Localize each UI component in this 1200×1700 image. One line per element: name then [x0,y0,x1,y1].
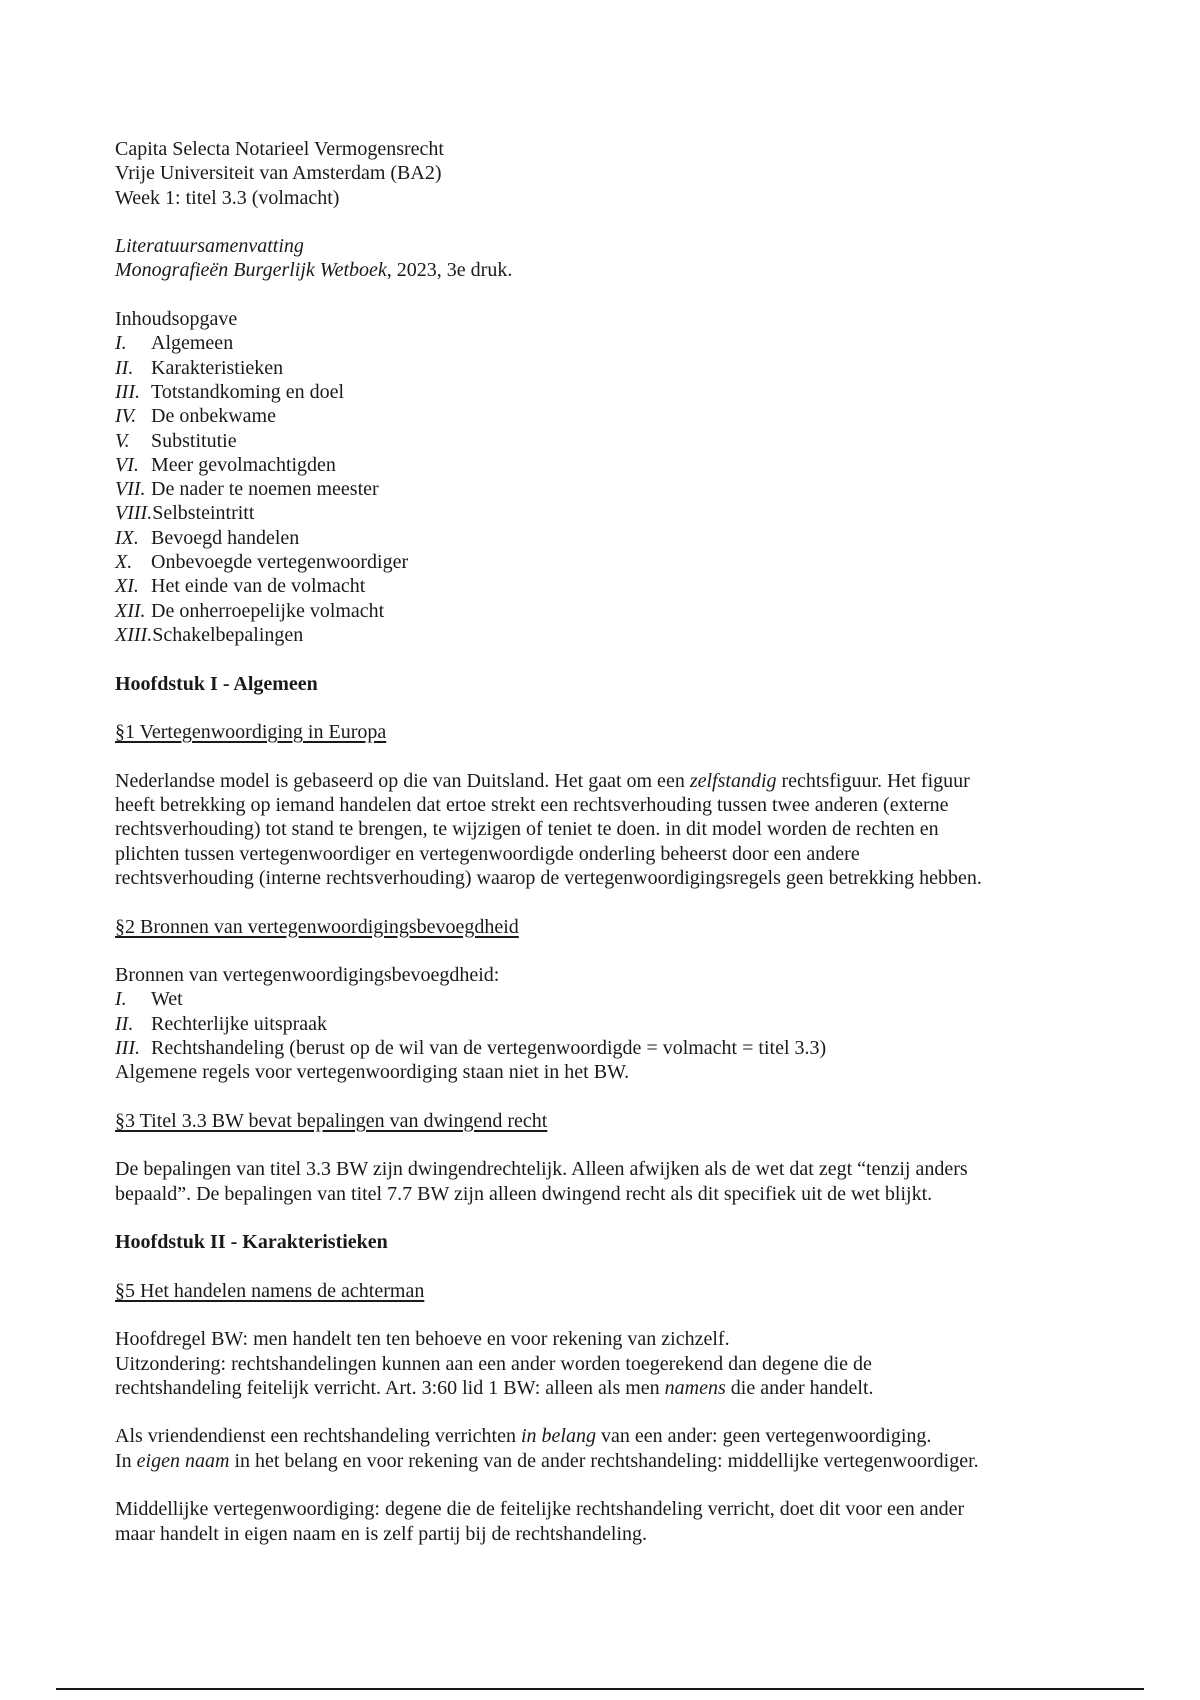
toc-item: VI. Meer gevolmachtigden [115,453,336,476]
list-item: II. Rechterlijke uitspraak [115,1012,328,1035]
section-heading: §1 Vertegenwoordiging in Europa [115,721,387,744]
section-heading: §5 Het handelen namens de achterman [115,1279,425,1302]
list-item: III. Rechtshandeling (berust op de wil van de vertegenwoordigde = volmacht = titel 3.3) [115,1036,827,1059]
toc-item: XI. Het einde van de volmacht [115,575,366,598]
chapter-heading: Hoofdstuk I - Algemeen [115,672,318,695]
toc-item: I. Algemeen [115,332,234,355]
week-line: Week 1: titel 3.3 (volmacht) [115,186,340,209]
toc-item: VIII. Selbsteintritt [115,502,255,525]
paragraph: Bronnen van vertegenwoordigingsbevoegdheid: I. Wet II. Rechterlijke uitspraak III. Rechtshandeling (berust op de wil van de vertegenwoordigde = volmacht = titel 3.3) Algemene regels voor vertegenwoordiging staan niet in het BW. [115,963,1105,1084]
toc-title: Inhoudsopgave [115,308,238,331]
book-edition: , 2023, 3e druk. [386,259,513,282]
toc-item: X. Onbevoegde vertegenwoordiger [115,551,409,574]
university-line: Vrije Universiteit van Amsterdam (BA2) [115,162,442,185]
paragraph: Middellijke vertegenwoordiging: degene die de feitelijke rechtshandeling verricht, doet dit voor een ander maar handelt in eigen naam en is zelf partij bij de rechtshandeling. [115,1498,965,1545]
course-title: Capita Selecta Notarieel Vermogensrecht [115,138,444,160]
toc-item: IV. De onbekwame [115,405,276,428]
toc-item: XIII. Schakelbepalingen [115,623,304,646]
source-reference [115,258,1105,282]
toc-item: XII. De onherroepelijke volmacht [115,599,385,622]
paragraph: Als vriendendienst een rechtshandeling verrichten in belang van een ander: geen vertegenwoordiging. In eigen naam in het belang en voor rekening van de ander rechtshandeling: middellijke vertegenwoordiger. [115,1425,979,1472]
source-type: Literatuursamenvatting [115,235,304,258]
toc-item: VII. De nader te noemen meester [115,478,379,501]
section-heading: §3 Titel 3.3 BW bevat bepalingen van dwingend recht [115,1109,548,1132]
document-page [115,137,1105,1546]
section-heading: §2 Bronnen van vertegenwoordigingsbevoegdheid [115,915,519,938]
toc-item: IX. Bevoegd handelen [115,526,300,549]
table-of-contents [115,307,1105,647]
toc-item: II. Karakteristieken [115,356,284,379]
toc-item: V. Substitutie [115,429,237,452]
document-header [115,137,1105,210]
paragraph: Hoofdregel BW: men handelt ten ten behoeve en voor rekening van zichzelf. Uitzondering: rechtshandelingen kunnen aan een ander worden toegerekend dan degene die de rechtshandeling feitelijk verricht. Art. 3:60 lid 1 BW: alleen als men namens die ander handelt. [115,1328,874,1399]
source-block [115,234,1105,283]
list-item: I. Wet [115,988,183,1011]
chapter-heading: Hoofdstuk II - Karakteristieken [115,1231,388,1254]
paragraph: Nederlandse model is gebaseerd op die van Duitsland. Het gaat om een zelfstandig rechtsfiguur. Het figuur heeft betrekking op iemand handelen dat ertoe strekt een rechtsverhouding tussen twee anderen (externe rechtsverhouding) tot stand te brengen, te wijzigen of teniet te doen. in dit model worden de rechten en plichten tussen vertegenwoordiger en vertegenwoordigde onderling beheerst door een andere rechtsverhouding (interne rechtsverhouding) waarop de vertegenwoordigingsregels geen betrekking hebben. [115,769,982,889]
book-title: Monografieën Burgerlijk Wetboek [115,259,387,282]
page-footer-rule [56,1688,1144,1690]
toc-item: III. Totstandkoming en doel [115,380,345,403]
paragraph: De bepalingen van titel 3.3 BW zijn dwingendrechtelijk. Alleen afwijken als de wet dat zegt “tenzij anders bepaald”. De bepalingen van titel 7.7 BW zijn alleen dwingend recht als dit specifiek uit de wet blijkt. [115,1158,968,1205]
